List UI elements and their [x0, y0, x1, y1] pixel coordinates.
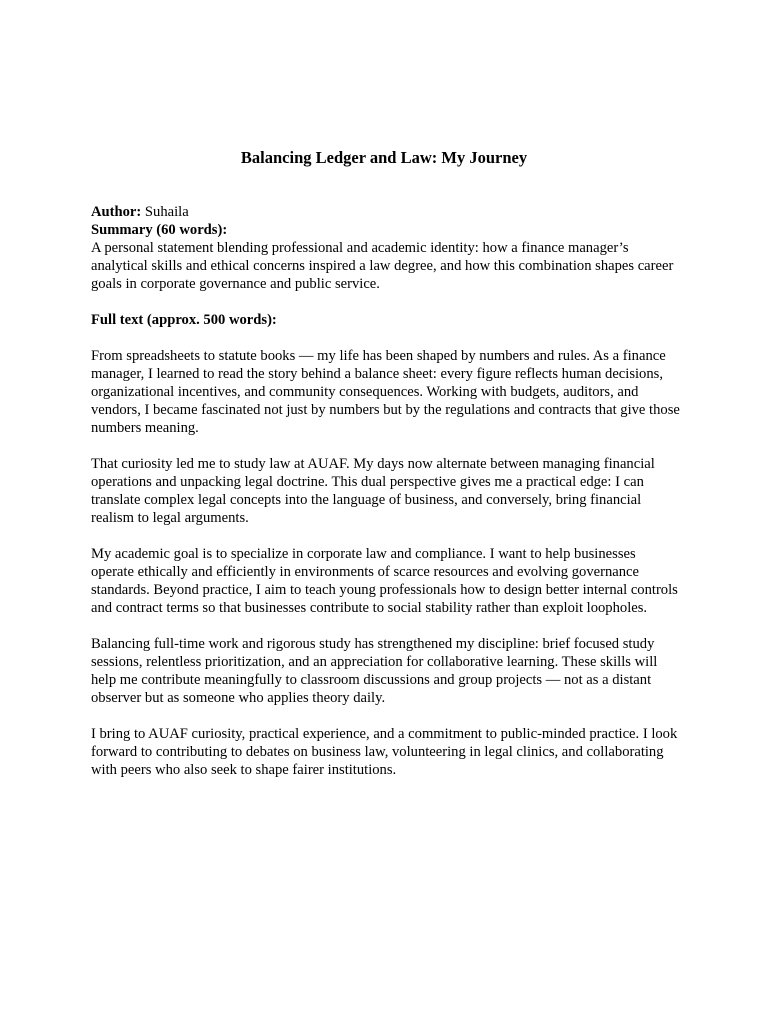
- author-label: Author:: [91, 204, 142, 220]
- author-line: [91, 203, 681, 221]
- paragraph-4: Balancing full-time work and rigorous study has strengthened my discipline: brief focused study sessions, relentless prioritization, and an appreciation for collaborative learning. These skills will help me contribute meaningfully to classroom discussions and group projects — not as a distant observer but as someone who applies theory daily.: [91, 636, 658, 706]
- document-body: [91, 147, 681, 797]
- summary-label: Summary (60 words):: [91, 222, 228, 238]
- fulltext-label: Full text (approx. 500 words):: [91, 312, 277, 328]
- paragraph-3: My academic goal is to specialize in corporate law and compliance. I want to help businesses operate ethically and efficiently in environments of scarce resources and evolving governance standards. Beyond practice, I aim to teach young professionals how to design better internal controls and contract terms so that businesses contribute to social stability rather than exploit loopholes.: [91, 546, 678, 616]
- paragraph-5: I bring to AUAF curiosity, practical experience, and a commitment to public-minded practice. I look forward to contributing to debates on business law, volunteering in legal clinics, and collaborating with peers who also seek to shape fairer institutions.: [91, 726, 678, 778]
- document-title: Balancing Ledger and Law: My Journey: [240, 148, 528, 167]
- summary-text: A personal statement blending professional and academic identity: how a finance manager’s analytical skills and ethical concerns inspired a law degree, and how this combination shapes career goals in corporate governance and public service.: [91, 240, 674, 292]
- paragraph-1: From spreadsheets to statute books — my life has been shaped by numbers and rules. As a finance manager, I learned to read the story behind a balance sheet: every figure reflects human decisions, organizational incentives, and community consequences. Working with budgets, auditors, and vendors, I became fascinated not just by numbers but by the regulations and contracts that give those numbers meaning.: [91, 348, 680, 436]
- paragraph-2: That curiosity led me to study law at AUAF. My days now alternate between managing financial operations and unpacking legal doctrine. This dual perspective gives me a practical edge: I can translate complex legal concepts into the language of business, and conversely, bring financial realism to legal arguments.: [91, 456, 655, 526]
- author-value: Suhaila: [141, 204, 189, 220]
